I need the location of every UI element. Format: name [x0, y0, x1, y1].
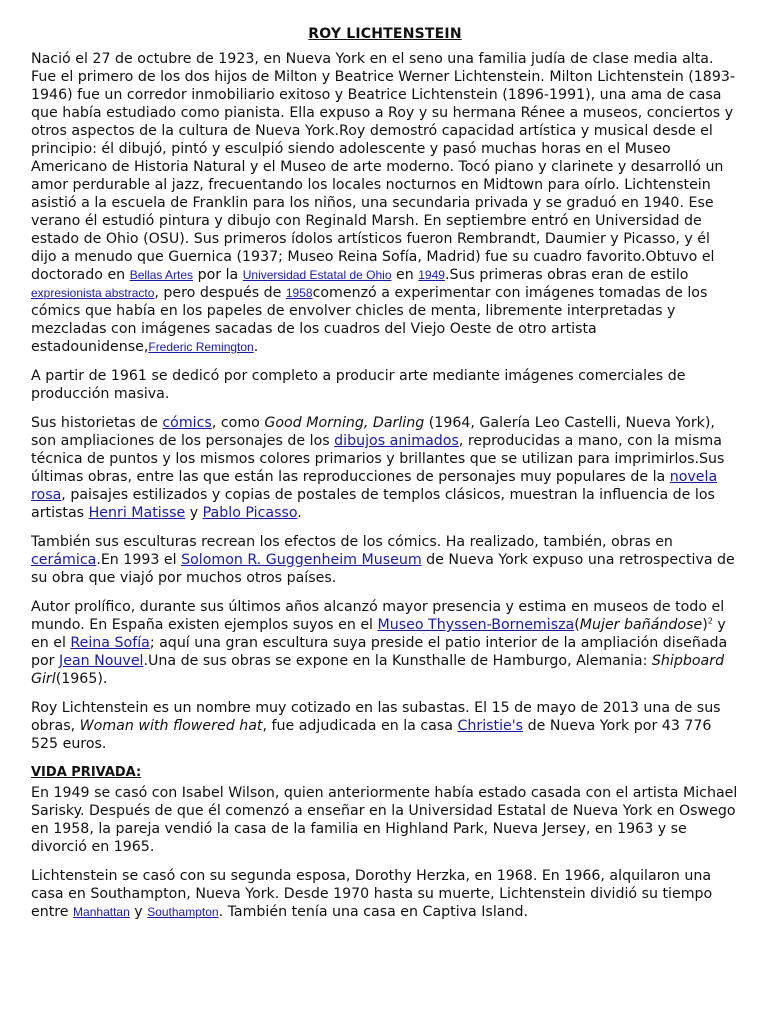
link-ceramica[interactable]: cerámica: [31, 552, 97, 568]
page-title: ROY LICHTENSTEIN: [308, 26, 462, 42]
link-reina-sofia[interactable]: Reina Sofía: [70, 635, 150, 651]
link-museo-thyssen[interactable]: Museo Thyssen-Bornemisza: [377, 617, 575, 633]
paragraph-segunda-esposa: Lichtenstein se casó con su segunda esposa, Dorothy Herzka, en 1968. En 1966, alquilaron una casa en Southampton, Nueva York. Desde 1970 hasta su muerte, Lichtenstein dividió su tiempo entre Manhattan y Southampton. También tenía una casa en Captiva Island.: [31, 868, 713, 920]
document-body: [31, 26, 739, 932]
link-henri-matisse[interactable]: Henri Matisse: [88, 505, 186, 521]
paragraph-1961: A partir de 1961 se dedicó por completo a producir arte mediante imágenes comerciales de producción masiva.: [31, 368, 686, 402]
paragraph-autor-prolifico: Autor prolífico, durante sus últimos años alcanzó mayor presencia y estima en museos de todo el mundo. En España existen ejemplos suyos en el Museo Thyssen-Bornemisza(Mujer bañándose)$^2$ y en el Reina Sofía; aquí una gran escultura suya preside el patio interior de la ampliación diseñada por Jean Nouvel.Una de sus obras se expone en la Kunsthalle de Hamburgo, Alemania: Shipboard Girl(1965).: [31, 599, 728, 687]
link-christies[interactable]: Christie's: [457, 718, 524, 734]
paragraph-biography: Nació el 27 de octubre de 1923, en Nueva York en el seno una familia judía de clase media alta. Fue el primero de los dos hijos de Milton y Beatrice Werner Lichtenstein. Milton Lichtenstein (1893-1946) fue un corredor inmobiliario exitoso y Beatrice Lichtenstein (1896-1991), una ama de casa que había estudiado como pianista. Ella expuso a Roy y su hermana Rénee a museos, conciertos y otros aspectos de la cultura de Nueva York.Roy demostró capacidad artística y musical desde el principio: él dibujó, pintó y esculpió siendo adolescente y pasó muchas horas en el Museo Americano de Historia Natural y el Museo de arte moderno. Tocó piano y clarinete y desarrolló un amor perdurable al jazz, frecuentando los locales nocturnos en Midtown para oírlo. Lichtenstein asistió a la escuela de Franklin para los niños, una secundaria privada y se graduó en 1940. Ese verano él estudió pintura y dibujo con Reginald Marsh. En septiembre entró en Universidad de estado de Ohio (OSU). Sus primeros ídolos artísticos fueron Rembrandt, Daumier y Picasso, y él dijo a menudo que Guernica (1937; Museo Reina Sofía, Madrid) fue su cuadro favorito.Obtuvo el doctorado en Bellas Artes por la Universidad Estatal de Ohio en 1949.Sus primeras obras eran de estilo expresionista abstracto, pero después de 1958comenzó a experimentar con imágenes tomadas de los cómics que había en los papeles de envolver chicles de menta, libremente interpretadas y mezcladas con imágenes sacadas de los cuadros del Viejo Oeste de otro artista estadounidense,Frederic Remington.: [31, 51, 736, 355]
section-heading-vida-privada: VIDA PRIVADA:: [31, 765, 142, 780]
link-1958[interactable]: 1958: [285, 286, 313, 300]
link-pablo-picasso[interactable]: Pablo Picasso: [202, 505, 298, 521]
link-manhattan[interactable]: Manhattan: [73, 905, 130, 919]
link-southampton[interactable]: Southampton: [147, 905, 219, 919]
link-bellas-artes[interactable]: Bellas Artes: [129, 268, 194, 282]
link-universidad-estatal-ohio[interactable]: Universidad Estatal de Ohio: [242, 268, 392, 282]
link-dibujos-animados[interactable]: dibujos animados: [334, 433, 459, 449]
link-jean-nouvel[interactable]: Jean Nouvel: [59, 653, 144, 669]
paragraph-subastas: Roy Lichtenstein es un nombre muy cotizado en las subastas. El 15 de mayo de 2013 una de sus obras, Woman with flowered hat, fue adjudicada en la casa Christie's de Nueva York por 43 776 525 euros.: [31, 700, 721, 752]
link-frederic-remington[interactable]: Frederic Remington: [148, 340, 254, 354]
footnote-ref[interactable]: 2: [707, 616, 713, 626]
link-1949[interactable]: 1949: [418, 268, 445, 282]
link-comics[interactable]: cómics: [162, 415, 212, 431]
paragraph-matrimonio-1949: En 1949 se casó con Isabel Wilson, quien anteriormente había estado casada con el artista Michael Sarisky. Después de que él comenzó a enseñar en la Universidad Estatal de Nueva York en Oswego en 1958, la pareja vendió la casa de la familia en Highland Park, Nueva Jersey, en 1963 y se divorció en 1965.: [31, 785, 738, 855]
link-expresionista-abstracto[interactable]: expresionista abstracto: [31, 286, 155, 300]
link-guggenheim-museum[interactable]: Solomon R. Guggenheim Museum: [181, 552, 422, 568]
paragraph-historietas: Sus historietas de cómics, como Good Morning, Darling (1964, Galería Leo Castelli, Nueva York), son ampliaciones de los personajes de los dibujos animados, reproducidas a mano, con la misma técnica de puntos y los mismos colores primarios y brillantes que se utilizan para imprimirlos.Sus últimas obras, entre las que están las reproducciones de personajes muy populares de la novela rosa, paisajes estilizados y copias de postales de templos clásicos, muestran la influencia de los artistas Henri Matisse y Pablo Picasso.: [31, 415, 725, 521]
link-novela-rosa[interactable]: novela rosa: [31, 469, 718, 503]
paragraph-esculturas: También sus esculturas recrean los efectos de los cómics. Ha realizado, también, obras en cerámica.En 1993 el Solomon R. Guggenheim Museum de Nueva York expuso una retrospectiva de su obra que viajó por muchos otros países.: [31, 534, 735, 586]
